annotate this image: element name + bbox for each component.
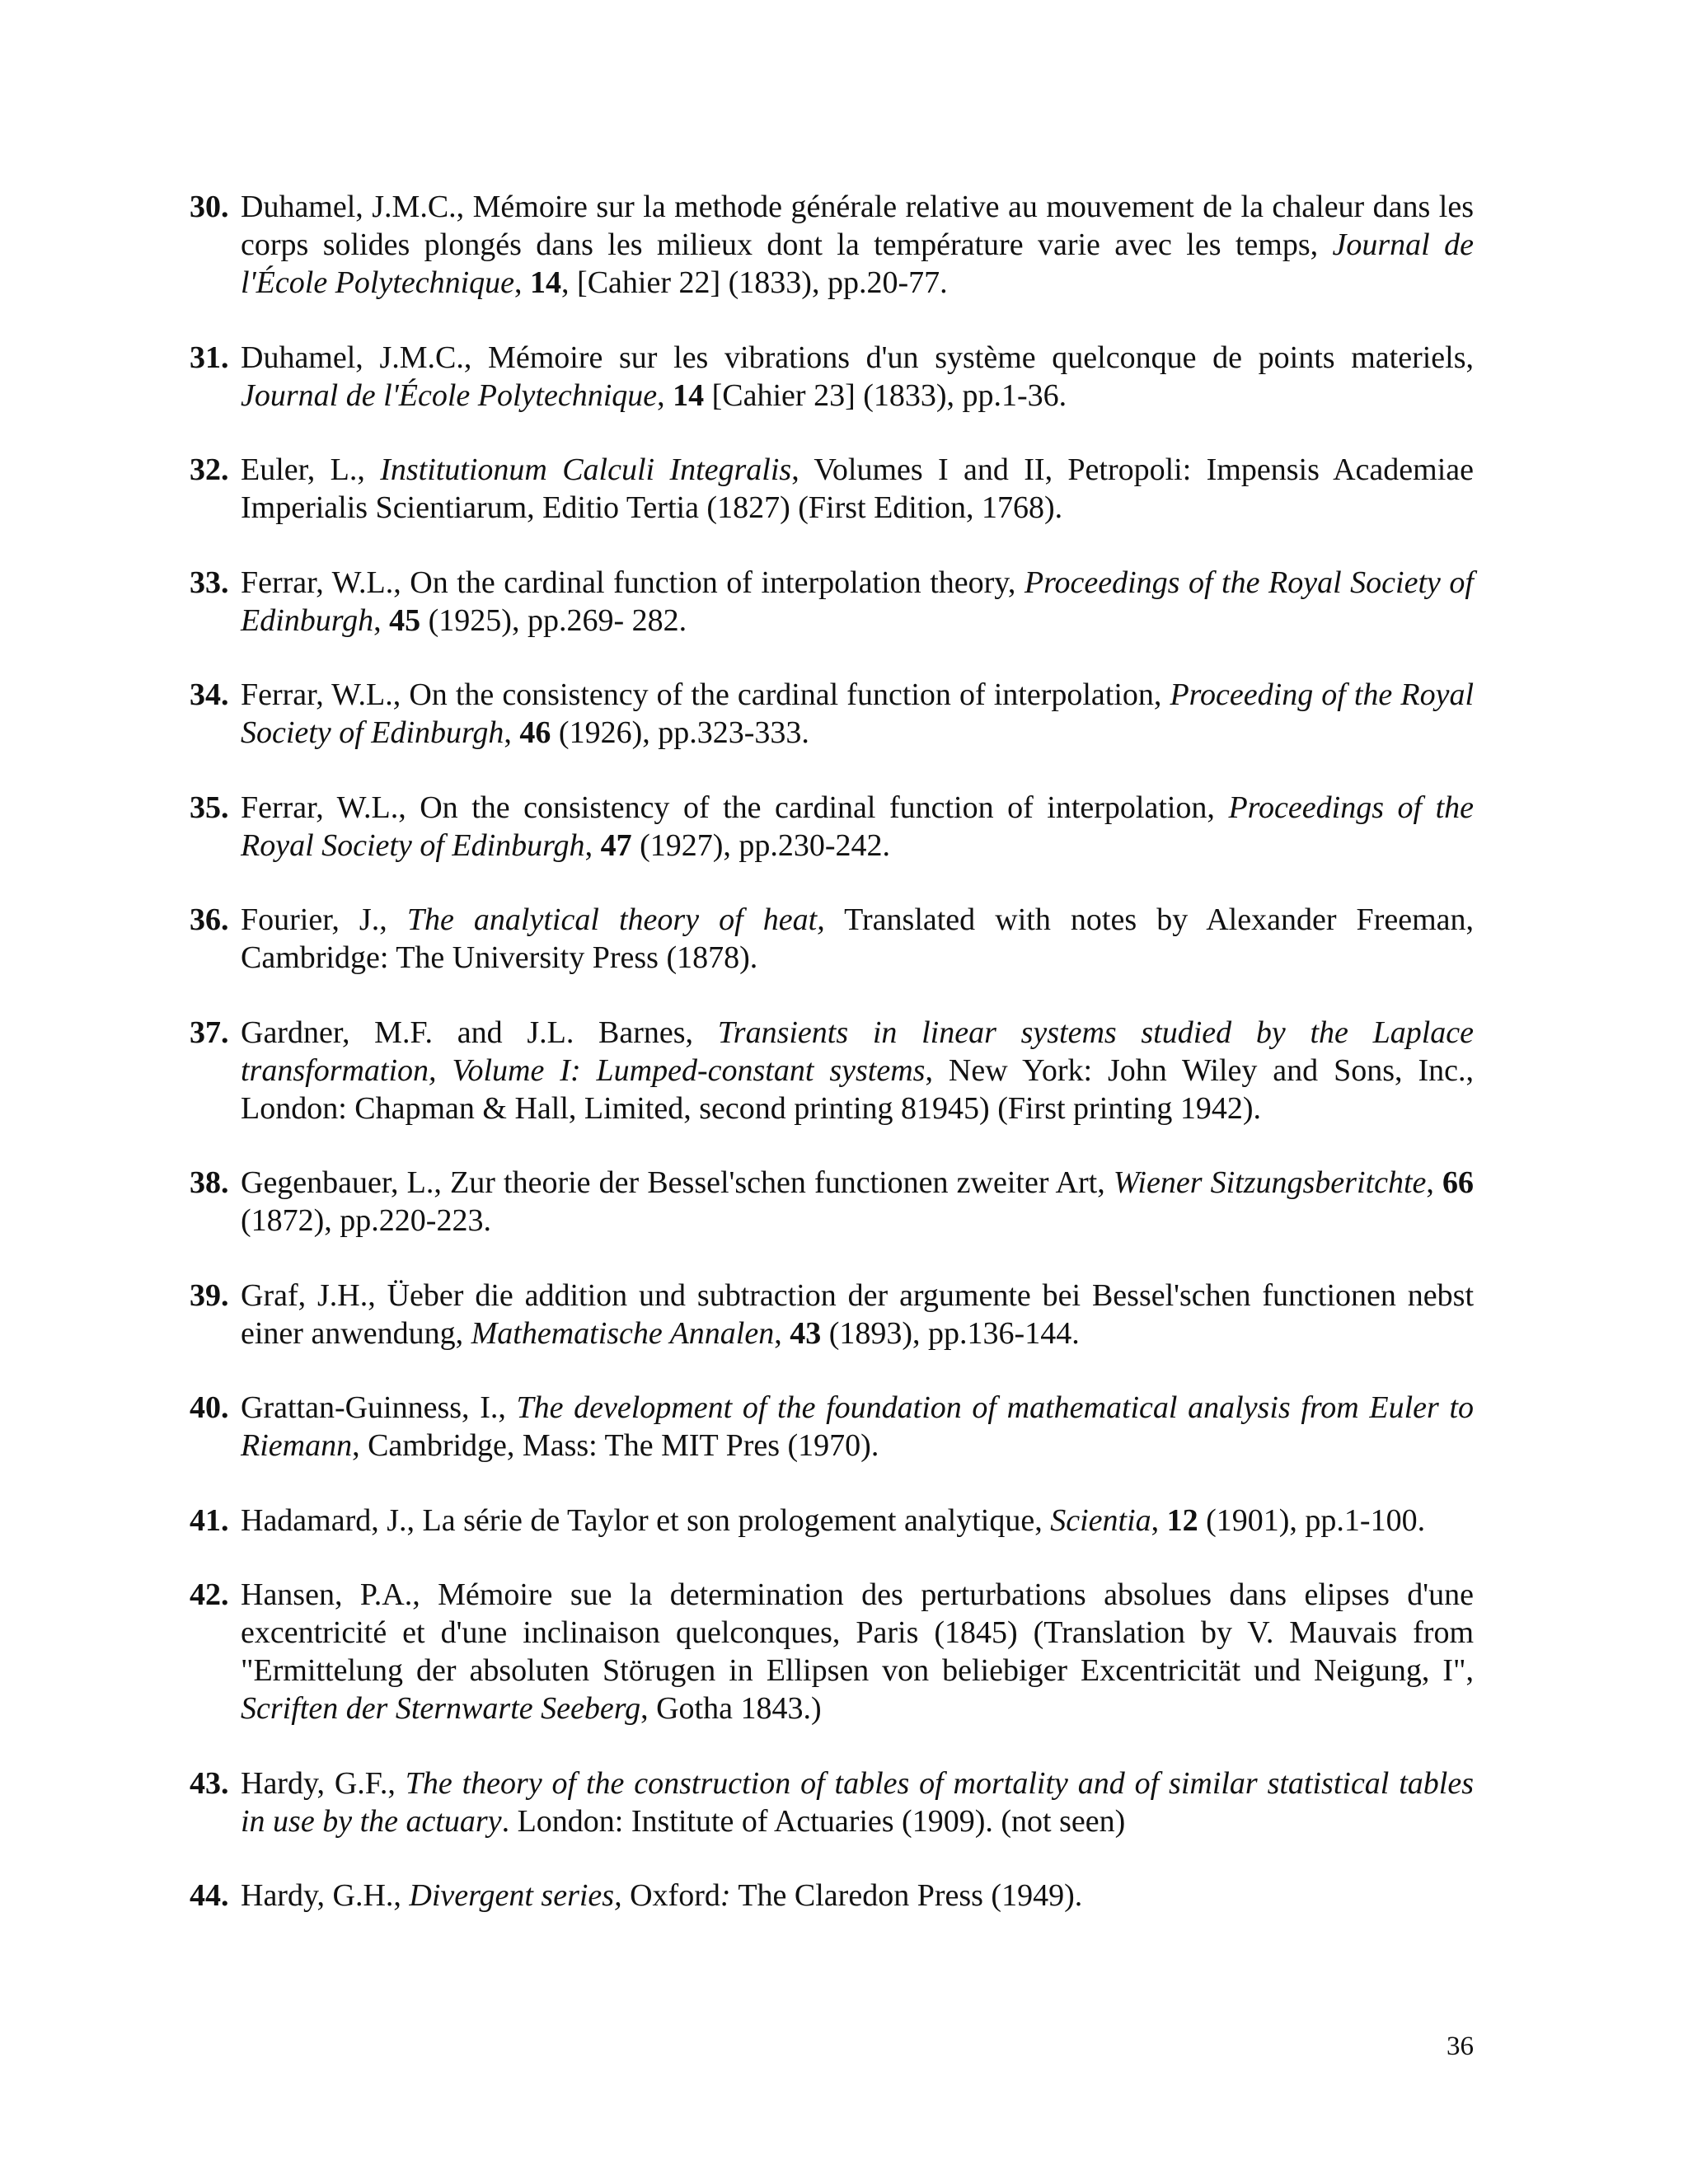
reference-volume: 66 [1442,1165,1475,1200]
reference-text: . London: Institute of Actuaries (1909). (not seen) [501,1803,1126,1839]
reference-volume: 45 [389,602,421,638]
reference-italic-text: Journal de l'École Polytechnique [241,377,658,413]
reference-italic-text: Scientia [1050,1502,1151,1538]
reference-text: Hadamard, J., La série de Taylor et son prologement analytique, [241,1502,1051,1538]
reference-text: Hardy, G.H., [241,1878,410,1913]
reference-number: 31. [190,340,229,375]
reference-text: , [514,265,531,300]
reference-text: , Cambridge, Mass: The MIT Pres (1970). [352,1428,879,1463]
reference-text: (1926), pp.323-333. [551,715,809,750]
reference-number: 32. [190,452,229,487]
reference-text: , [373,602,390,638]
reference-number: 42. [190,1577,229,1612]
reference-text: (1901), pp.1-100. [1198,1502,1426,1538]
reference-italic-text: Journal de l'École Polytechnique [241,227,1474,300]
reference-text: Hansen, P.A., Mémoire sue la determination des perturbations absolues dans elipses d'une excentricité et d'une inclinaison quelconques, Paris (1845) (Translation by V. Mauvais from "Ermittelung der absoluten Störugen in Ellipsen von beliebiger Excentricität und Neigung, I", [241,1577,1474,1688]
reference-number: 38. [190,1165,229,1200]
reference-list [190,188,1474,1952]
reference-entry [190,188,1474,302]
reference-text: , [1151,1502,1167,1538]
reference-text: Gardner, M.F. and J.L. Barnes, [241,1015,718,1050]
reference-text: (1872), pp.220-223. [241,1203,491,1238]
reference-number: 33. [190,565,229,600]
reference-number: 35. [190,790,229,825]
reference-entry [190,1389,1474,1465]
reference-text: Grattan-Guinness, I., [241,1390,517,1425]
page-number: 36 [1447,2032,1474,2061]
reference-text: Hardy, G.F., [241,1765,406,1801]
reference-volume: 14 [530,265,562,300]
reference-entry [190,1277,1474,1352]
reference-text: , [584,827,601,863]
reference-entry [190,1502,1474,1540]
reference-italic-text: Institutionum Calculi Integralis [380,452,792,487]
reference-text: , New York: John Wiley and Sons, Inc., London: Chapman & Hall, Limited, second printing 81945) (First printing 1942). [241,1052,1474,1126]
reference-entry [190,1576,1474,1727]
reference-entry [190,901,1474,977]
reference-volume: 47 [600,827,632,863]
reference-number: 40. [190,1390,229,1425]
reference-entry [190,339,1474,415]
reference-number: 34. [190,677,229,712]
reference-text: Duhamel, J.M.C., Mémoire sur la methode générale relative au mouvement de la chaleur dans les corps solides plongés dans les milieux dont la température varie avec les temps, [241,190,1474,262]
reference-text: , Gotha 1843.) [640,1691,822,1726]
reference-text: , [Cahier 22] (1833), pp.20-77. [561,265,948,300]
reference-volume: 46 [519,715,551,750]
reference-entry [190,1877,1474,1915]
reference-entry [190,451,1474,527]
reference-text: , [657,377,673,413]
reference-volume: 14 [673,377,705,413]
reference-italic-text: Wiener Sitzungsberitchte [1113,1165,1427,1200]
reference-italic-text: Proceeding of the Royal Society of Edinburgh [241,677,1474,750]
reference-text: Ferrar, W.L., On the consistency of the cardinal function of interpolation, [241,790,1229,825]
reference-text: (1925), pp.269- 282. [420,602,687,638]
reference-italic-text: The analytical theory of heat, [406,902,825,937]
reference-italic-text: Mathematische Annalen [471,1315,775,1351]
reference-number: 44. [190,1878,229,1913]
reference-entry [190,1014,1474,1127]
reference-number: 41. [190,1502,229,1538]
reference-text: (1927), pp.230-242. [631,827,891,863]
reference-text: Ferrar, W.L., On the cardinal function of interpolation theory, [241,565,1025,600]
reference-text: , [1426,1165,1443,1200]
reference-italic-text: Transients in linear systems studied by the Laplace transformation, Volume I: Lumped-constant systems [241,1015,1474,1088]
reference-italic-text: Proceedings of the Royal Society of Edinburgh [241,790,1474,863]
reference-text: Translated with notes by Alexander Freeman, Cambridge: The University Press (1878). [241,902,1475,975]
reference-text: Fourier, J., [241,902,407,937]
reference-text: (1893), pp.136-144. [821,1315,1080,1351]
reference-entry [190,1164,1474,1240]
reference-text: [Cahier 23] (1833), pp.1-36. [704,377,1067,413]
reference-text: Duhamel, J.M.C., Mémoire sur les vibrations d'un système quelconque de points materiels, [241,340,1474,375]
reference-text: Ferrar, W.L., On the consistency of the cardinal function of interpolation, [241,677,1170,712]
reference-text: Oxford [621,1878,720,1913]
reference-text: Graf, J.H., Üeber die addition und subtraction der argumente bei Bessel'schen functionen nebst einer anwendung, [241,1277,1474,1351]
reference-italic-text: The theory of the construction of tables of mortality and of similar statistical tables in use by the actuary [241,1765,1474,1839]
reference-entry [190,676,1474,752]
reference-number: 43. [190,1765,229,1801]
reference-number: 36. [190,902,229,937]
reference-number: 39. [190,1277,229,1313]
reference-italic-text: Scriften der Sternwarte Seeberg [241,1691,641,1726]
reference-entry [190,564,1474,640]
reference-text: , Volumes I and II, Petropoli: Impensis Academiae Imperialis Scientiarum, Editio Tertia (1827) (First Edition, 1768). [241,452,1474,525]
reference-number: 37. [190,1015,229,1050]
reference-entry [190,1765,1474,1840]
reference-text: The Claredon Press (1949). [730,1878,1083,1913]
reference-volume: 12 [1166,1502,1198,1538]
reference-text: Gegenbauer, L., Zur theorie der Bessel'schen functionen zweiter Art, [241,1165,1114,1200]
reference-italic-text: Divergent series, [409,1878,622,1913]
reference-number: 30. [190,190,229,224]
reference-italic-text: : [720,1878,731,1913]
reference-entry [190,789,1474,865]
reference-text: , [774,1315,790,1351]
reference-text: Euler, L., [241,452,381,487]
reference-volume: 43 [790,1315,822,1351]
reference-italic-text: Proceedings of the Royal Society of Edinburgh [241,565,1474,638]
reference-italic-text: The development of the foundation of mathematical analysis from Euler to Riemann [241,1390,1474,1463]
reference-text: , [504,715,520,750]
